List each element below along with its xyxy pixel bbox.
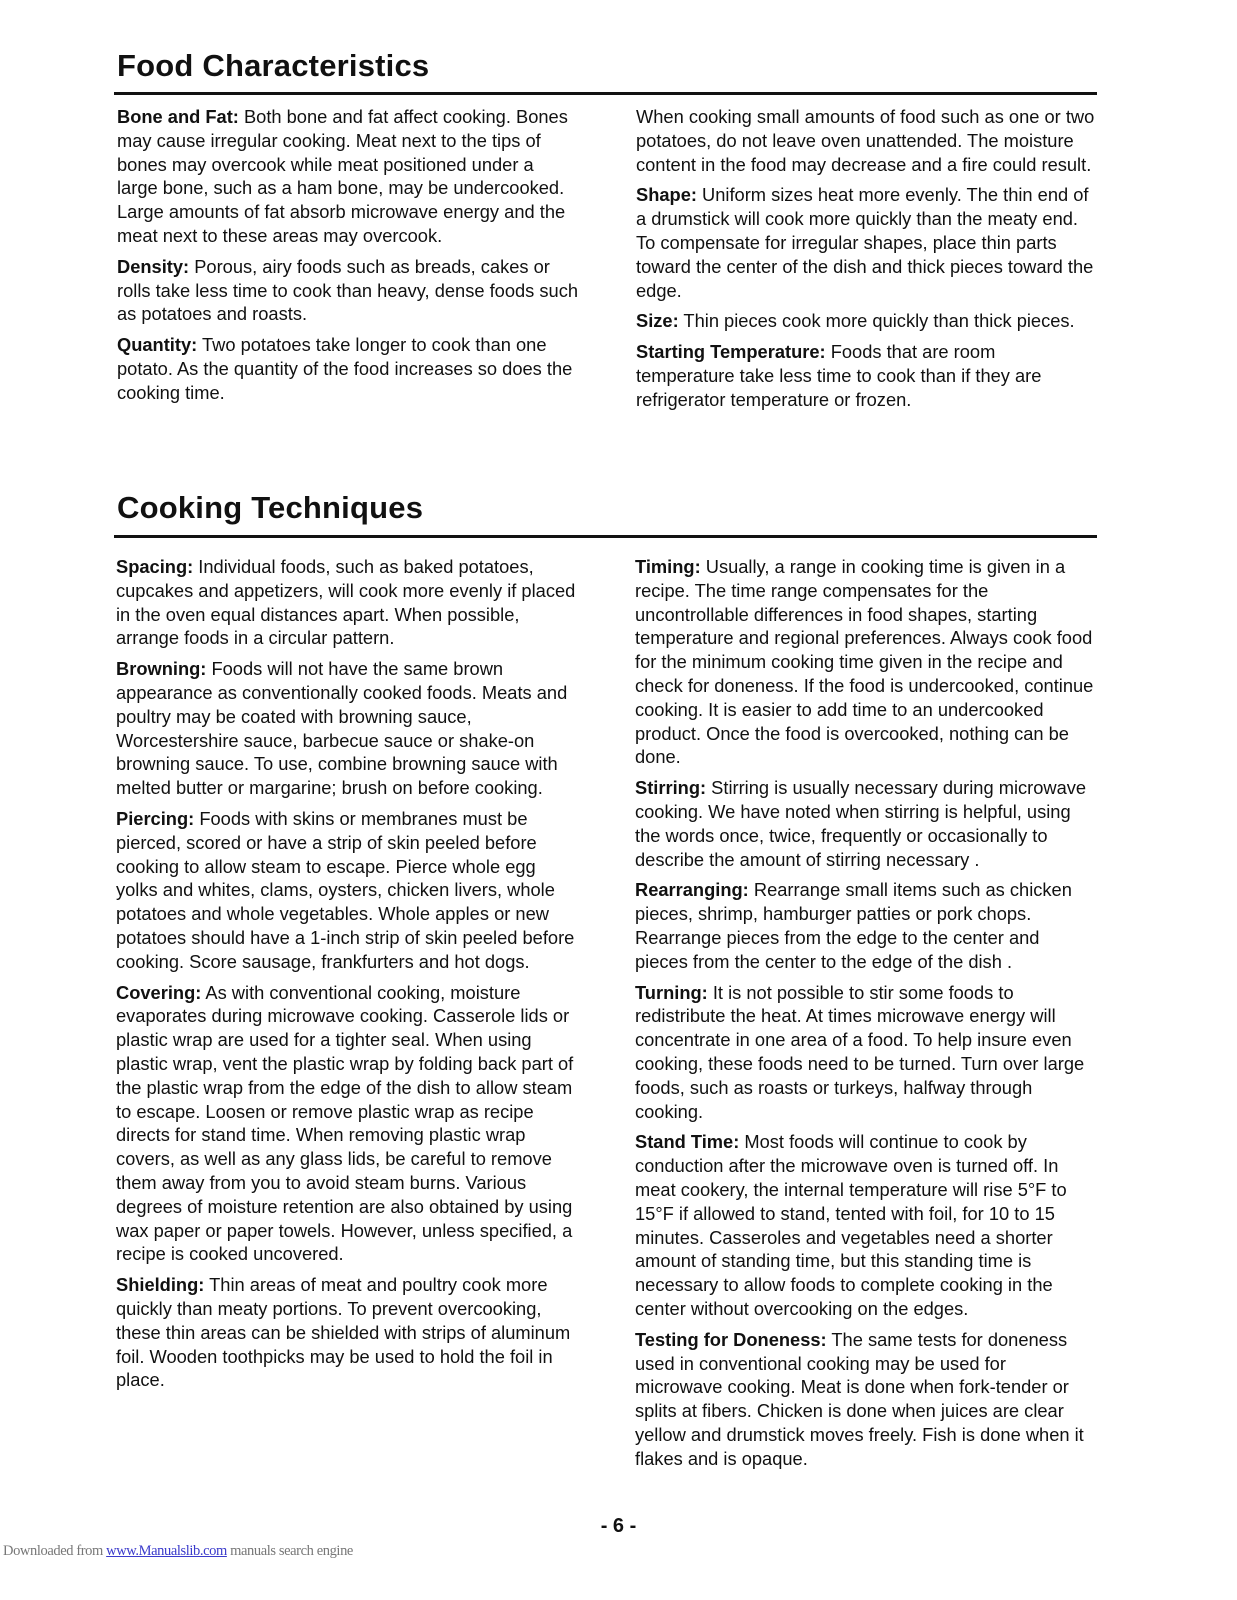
cooking-techniques-left-column (116, 555, 578, 1399)
paragraph-text: Uniform sizes heat more evenly. The thin end of a drumstick will cook more quickly than the meaty end. To compensate for irregular shapes, place thin parts toward the center of the dish and thick pieces toward the edge. (636, 184, 1094, 301)
paragraph-text: When cooking small amounts of food such as one or two potatoes, do not leave oven unattended. The moisture content in the food may decrease and a fire could result. (636, 106, 1095, 175)
paragraph-text: As with conventional cooking, moisture evaporates during microwave cooking. Casserole lids or plastic wrap are used for a tighter seal. When using plastic wrap, vent the plastic wrap by folding back part of the plastic wrap from the edge of the dish to allow steam to escape. Loosen or remove plastic wrap as recipe directs for stand time. When removing plastic wrap covers, as well as any glass lids, be careful to remove them away from you to avoid steam burns. Various degrees of moisture retention are also obtained by using wax paper or paper towels. However, unless specified, a recipe is cooked uncovered. (116, 981, 574, 1265)
paragraph-density (117, 255, 579, 326)
paragraph-text: Foods will not have the same brown appearance as conventionally cooked foods. Meats and poultry may be coated with browning sauce, Worcestershire sauce, barbecue sauce or shake-on browning sauce. To use, combine browning sauce with melted butter or margarine; brush on before cooking. (116, 658, 568, 799)
paragraph-testing-for-doneness (635, 1328, 1097, 1471)
paragraph-text: Rearrange small items such as chicken pieces, shrimp, hamburger patties or pork chops. Rearrange pieces from the edge to the center and pieces from the center to the edge of the dish . (635, 879, 1072, 972)
paragraph-shielding (116, 1273, 578, 1392)
paragraph-small-amounts (636, 105, 1098, 176)
term: Stirring: (635, 777, 707, 799)
paragraph-text: Stirring is usually necessary during microwave cooking. We have noted when stirring is helpful, using the words once, twice, frequently or occasionally to describe the amount of stirring necessary . (635, 777, 1087, 870)
paragraph-text: Both bone and fat affect cooking. Bones may cause irregular cooking. Meat next to the tips of bones may overcook while meat positioned under a large bone, such as a ham bone, may be undercooked. Large amounts of fat absorb microwave energy and the meat next to these areas may overcook. (117, 106, 568, 246)
paragraph-quantity (117, 333, 579, 404)
term: Covering: (116, 981, 202, 1003)
term: Starting Temperature: (636, 341, 826, 363)
paragraph-bone-and-fat (117, 105, 579, 248)
paragraph-text: Porous, airy foods such as breads, cakes or rolls take less time to cook than heavy, dense foods such as potatoes and roasts. (117, 255, 579, 325)
paragraph-text: Thin pieces cook more quickly than thick pieces. (678, 310, 1075, 332)
page-number: - 6 - (600, 1515, 637, 1537)
term: Quantity: (117, 334, 198, 356)
cooking-techniques-title: Cooking Techniques (117, 490, 424, 525)
paragraph-spacing (116, 555, 578, 650)
paragraph-timing (635, 555, 1097, 769)
title-rule (114, 92, 1097, 95)
title-rule (114, 535, 1097, 538)
food-characteristics-title: Food Characteristics (117, 48, 430, 83)
footer-suffix: manuals search engine (226, 1543, 353, 1559)
paragraph-text: Foods that are room temperature take less time to cook than if they are refrigerator temperature or frozen. (636, 341, 1042, 410)
paragraph-rearranging (635, 878, 1097, 973)
term: Size: (636, 310, 679, 332)
food-characteristics-right-column (636, 105, 1098, 419)
paragraph-stirring (635, 776, 1097, 871)
term: Stand Time: (635, 1131, 740, 1153)
paragraph-text: Two potatoes take longer to cook than one potato. As the quantity of the food increases so does the cooking time. (117, 334, 573, 403)
paragraph-shape (636, 183, 1098, 302)
paragraph-text: It is not possible to stir some foods to redistribute the heat. At times microwave energy will concentrate in one area of a food. To help insure even cooking, these foods need to be turned. Turn over large foods, such as roasts or turkeys, halfway through cooking. (635, 981, 1085, 1122)
term: Piercing: (116, 807, 195, 829)
term: Turning: (635, 981, 708, 1003)
paragraph-stand-time (635, 1130, 1097, 1320)
term: Timing: (635, 556, 701, 577)
manualslib-link[interactable]: www.Manualslib.com (106, 1543, 227, 1559)
term: Testing for Doneness: (635, 1328, 827, 1350)
paragraph-text: Usually, a range in cooking time is given in a recipe. The time range compensates for the uncontrollable differences in food shapes, starting temperature and regional preferences. Always cook food for the minimum cooking time given in the recipe and check for doneness. If the food is undercooked, continue cooking. It is easier to add time to an undercooked product. Once the food is overcooked, nothing can be done. (635, 556, 1094, 768)
download-footer (3, 1543, 353, 1560)
paragraph-starting-temperature (636, 340, 1098, 411)
paragraph-browning (116, 657, 578, 800)
term: Browning: (116, 658, 207, 680)
paragraph-text: The same tests for doneness used in conventional cooking may be used for microwave cooking. Meat is done when fork-tender or splits at fibers. Chicken is done when juices are clear yellow and drumstick moves freely. Fish is done when it flakes and is opaque. (635, 1328, 1084, 1469)
paragraph-text: Individual foods, such as baked potatoes, cupcakes and appetizers, will cook more evenly if placed in the oven equal distances apart. When possible, arrange foods in a circular pattern. (116, 556, 576, 649)
paragraph-piercing (116, 807, 578, 974)
paragraph-covering (116, 981, 578, 1267)
paragraph-text: Thin areas of meat and poultry cook more quickly than meaty portions. To prevent overcooking, these thin areas can be shielded with strips of aluminum foil. Wooden toothpicks may be used to hold the foil in place. (116, 1274, 571, 1391)
paragraph-text: Most foods will continue to cook by conduction after the microwave oven is turned off. In meat cookery, the internal temperature will rise 5°F to 15°F if allowed to stand, tented with foil, for 10 to 15 minutes. Casseroles and vegetables need a shorter amount of standing time, but this standing time is necessary to allow foods to complete cooking in the center without overcooking on the edges. (635, 1131, 1067, 1319)
term: Spacing: (116, 556, 194, 577)
term: Shape: (636, 184, 697, 206)
paragraph-turning (635, 981, 1097, 1124)
term: Density: (117, 255, 190, 277)
food-characteristics-left-column (117, 105, 579, 412)
term: Shielding: (116, 1274, 205, 1296)
term: Bone and Fat: (117, 106, 239, 127)
term: Rearranging: (635, 879, 749, 901)
paragraph-size (636, 309, 1098, 333)
paragraph-text: Foods with skins or membranes must be pierced, scored or have a strip of skin peeled before cooking to allow steam to escape. Pierce whole egg yolks and whites, clams, oysters, chicken livers, whole potatoes and whole vegetables. Whole apples or new potatoes should have a 1-inch strip of skin peeled before cooking. Score sausage, frankfurters and hot dogs. (116, 807, 575, 972)
cooking-techniques-right-column (635, 555, 1097, 1477)
footer-prefix: Downloaded from (3, 1543, 107, 1559)
